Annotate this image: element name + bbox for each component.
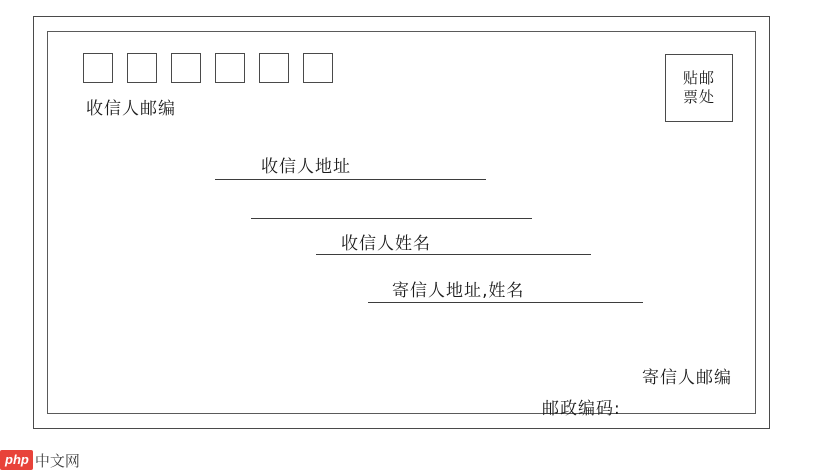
watermark-text: 中文网 [34,451,80,470]
postal-code-field-label: 邮政编码: [542,399,621,419]
postcode-box[interactable] [259,53,289,83]
recipient-name-rule [316,254,591,255]
blank-line-rule [251,218,532,219]
site-watermark [0,447,80,473]
postcode-box[interactable] [215,53,245,83]
postcode-box[interactable] [127,53,157,83]
stamp-area-label-line1: 贴邮 [682,69,715,87]
postcode-box[interactable] [171,53,201,83]
envelope-outer-border [33,16,770,429]
postcode-box[interactable] [303,53,333,83]
stamp-area-label-line2: 票处 [682,88,715,106]
sender-address-name-rule [368,302,643,303]
watermark-badge: php [0,450,33,470]
sender-postcode-label: 寄信人邮编 [642,368,732,388]
envelope-inner-border [47,31,756,419]
recipient-address-rule [215,179,486,180]
postcode-box[interactable] [83,53,113,83]
recipient-name-label: 收信人姓名 [341,234,431,254]
recipient-address-label: 收信人地址 [261,157,351,177]
recipient-postcode-boxes[interactable] [83,53,333,83]
stamp-area-box [665,54,733,122]
sender-address-name-label: 寄信人地址‚姓名 [392,281,525,301]
recipient-postcode-label: 收信人邮编 [86,99,176,119]
